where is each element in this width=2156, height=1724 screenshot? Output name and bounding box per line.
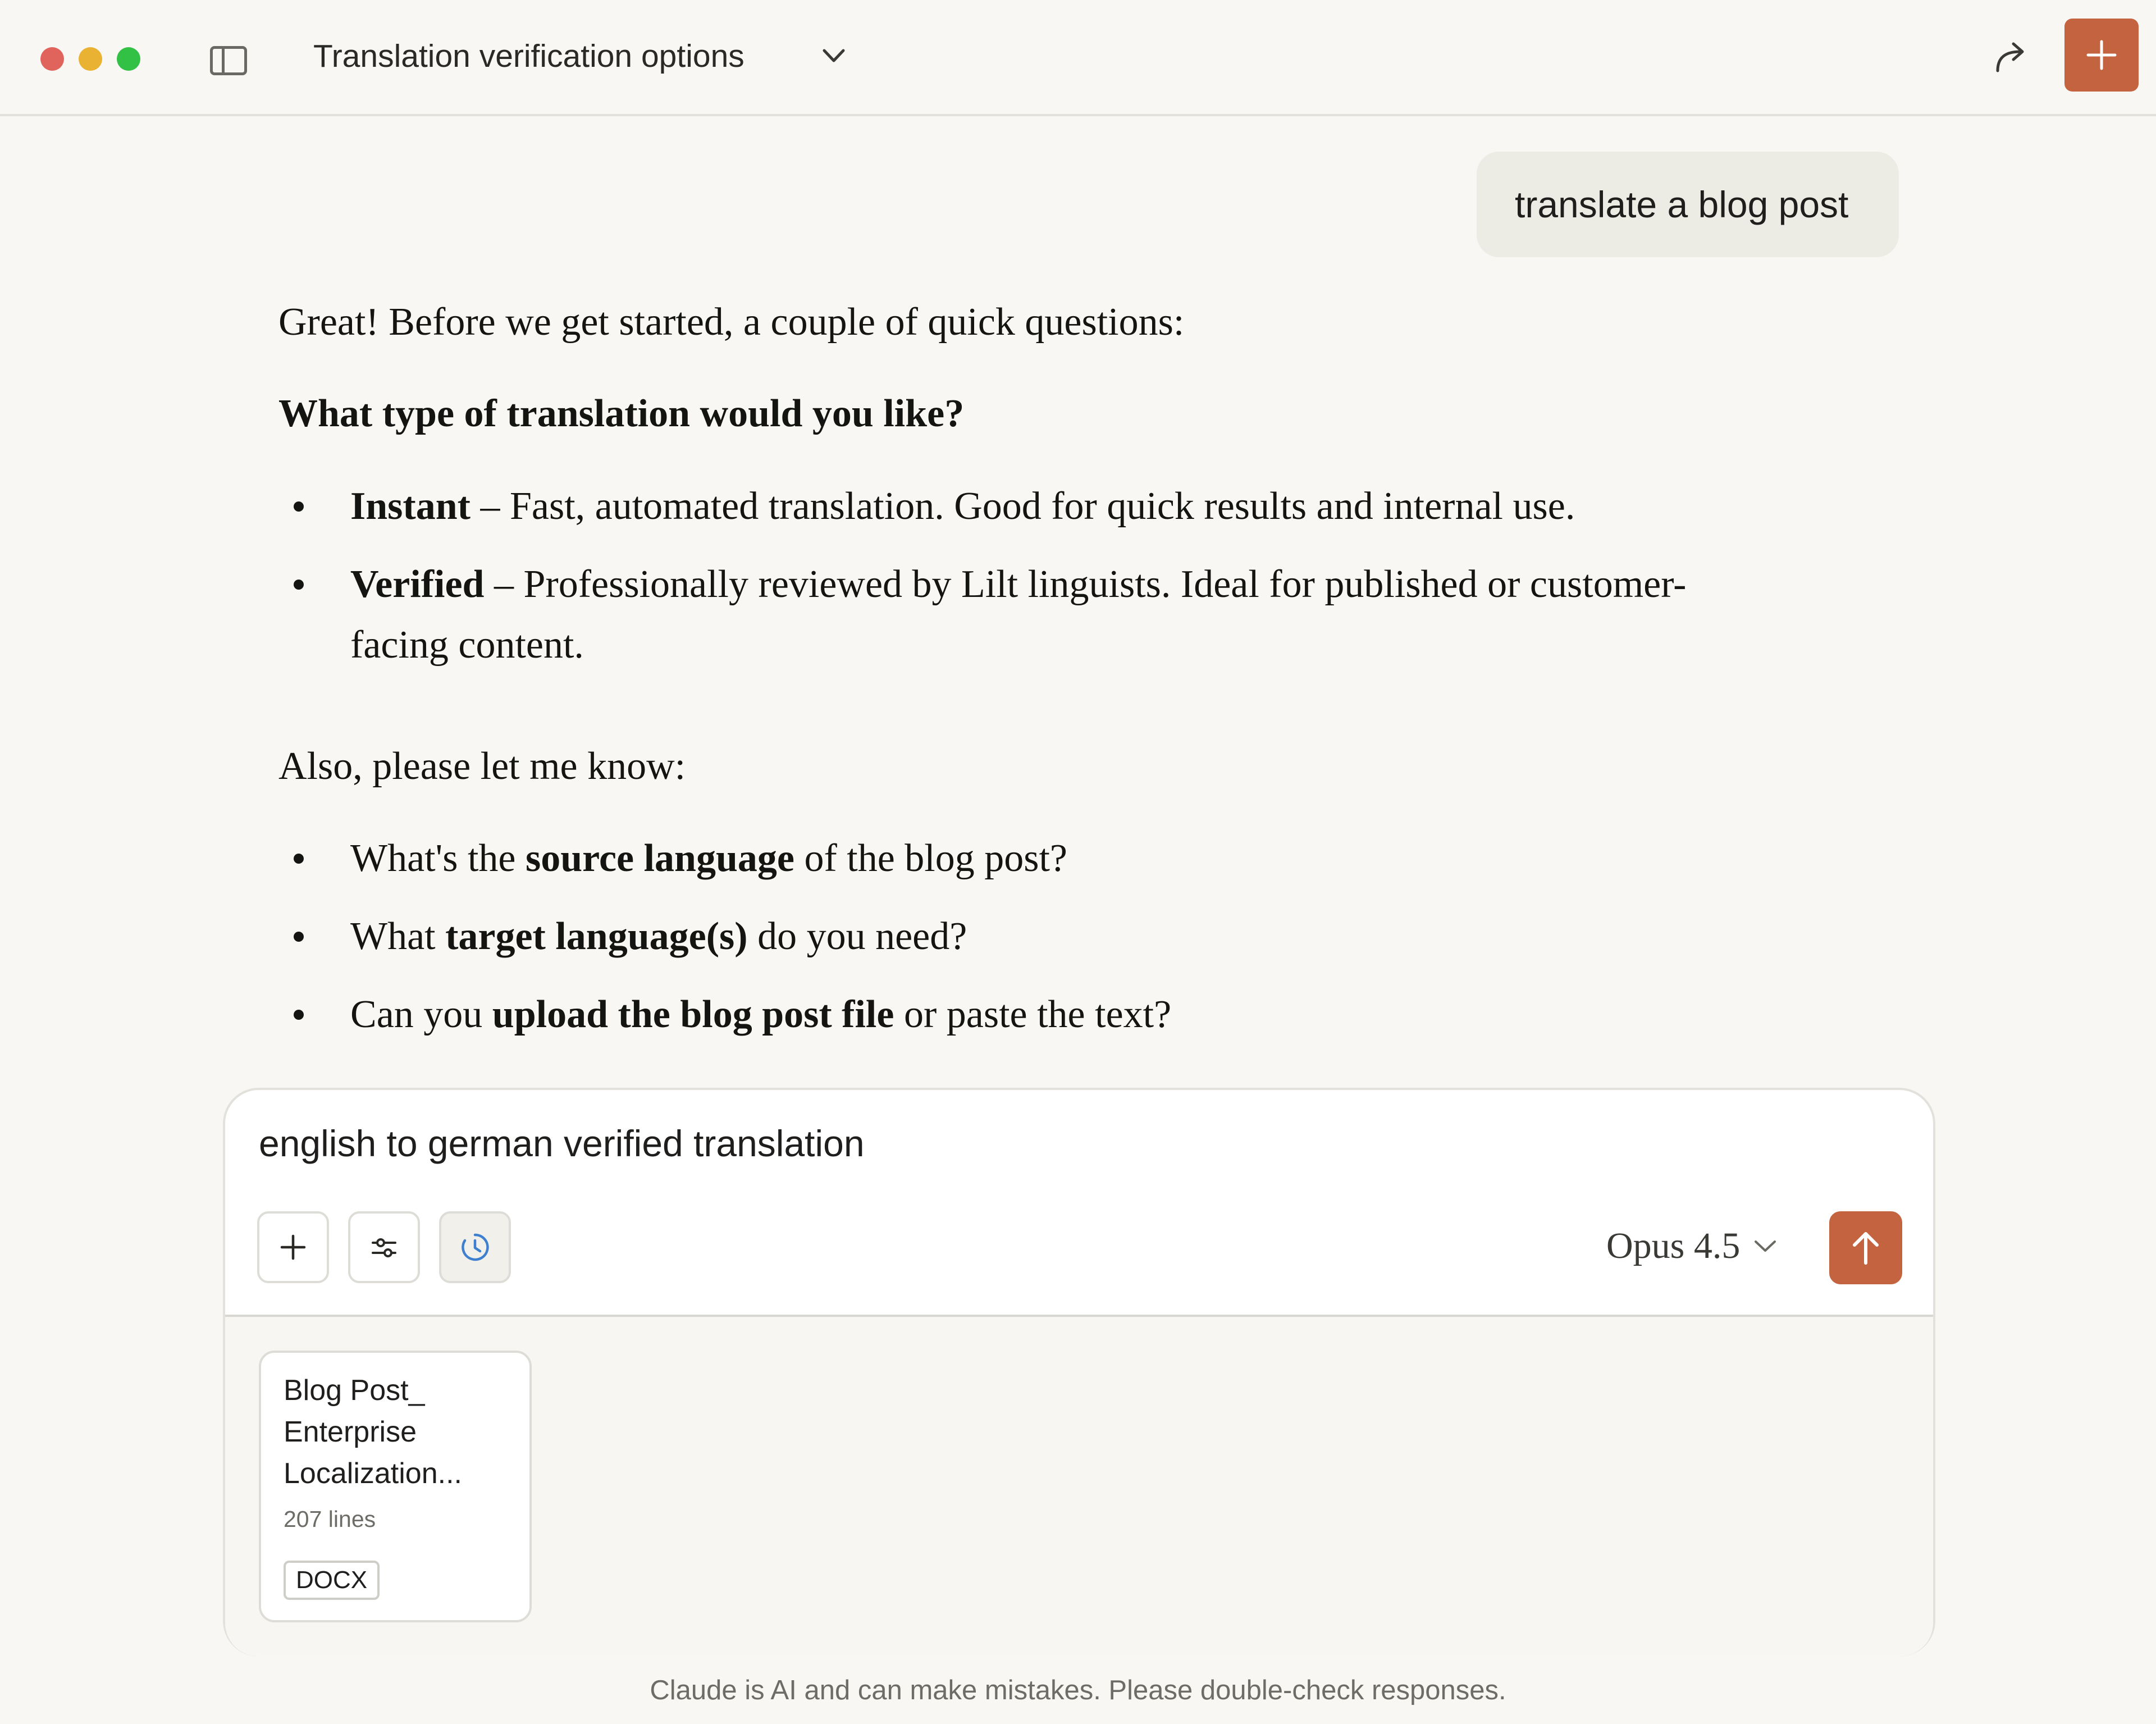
question-heading-text: What type of translation would you like?	[278, 392, 965, 435]
maximize-window-button[interactable]	[117, 47, 140, 71]
option-description-continued: facing content.	[350, 623, 584, 667]
chevron-down-icon[interactable]	[1752, 1235, 1778, 1257]
list-item	[350, 984, 1171, 1045]
tools-button[interactable]	[348, 1211, 420, 1283]
new-chat-button[interactable]	[2064, 19, 2139, 92]
send-button[interactable]	[1829, 1211, 1902, 1284]
followup-text: do you need?	[747, 915, 967, 958]
user-message-bubble	[1477, 152, 1899, 257]
list-item	[350, 554, 1686, 615]
disclaimer-text: Claude is AI and can make mistakes. Please double-check responses.	[650, 1675, 1506, 1705]
followup-text: Can you	[350, 993, 492, 1036]
followup-text: of the blog post?	[794, 837, 1068, 880]
attachment-type-badge: DOCX	[284, 1561, 380, 1600]
history-button[interactable]	[439, 1211, 511, 1283]
conversation-title[interactable]: Translation verification options	[313, 38, 744, 74]
followup-bold: source language	[525, 837, 794, 880]
attachment-card[interactable]	[259, 1351, 532, 1622]
user-message-text: translate a blog post	[1515, 184, 1849, 225]
sliders-icon	[367, 1230, 401, 1264]
attachment-name: Blog Post_ Enterprise Localization...	[284, 1374, 462, 1490]
followup-bold: target language(s)	[445, 915, 748, 958]
attachment-line-count: 207 lines	[284, 1506, 376, 1532]
assistant-question-heading	[278, 389, 964, 439]
option-description: – Professionally reviewed by Lilt linguists. Ideal for published or customer-	[484, 563, 1687, 606]
attachments-area	[225, 1317, 1933, 1657]
bullet-icon	[294, 501, 304, 512]
option-description: – Fast, automated translation. Good for quick results and internal use.	[470, 485, 1575, 528]
bullet-icon	[294, 932, 304, 942]
option-name: Verified	[350, 563, 485, 606]
assistant-intro: Great! Before we get started, a couple of quick questions:	[278, 300, 1185, 344]
followup-bold: upload the blog post file	[492, 993, 894, 1036]
minimize-window-button[interactable]	[79, 47, 102, 71]
list-item	[350, 906, 967, 967]
assistant-also-text: Also, please let me know:	[278, 745, 686, 788]
followup-text: or paste the text?	[894, 993, 1172, 1036]
plus-icon	[276, 1230, 310, 1264]
chevron-down-icon[interactable]	[820, 45, 848, 67]
model-selector[interactable]: Opus 4.5	[1606, 1225, 1741, 1266]
arrow-up-icon	[1848, 1228, 1884, 1267]
followup-text: What	[350, 915, 446, 958]
list-item	[350, 828, 1067, 889]
clock-icon	[458, 1230, 492, 1264]
sidebar-toggle-icon[interactable]	[210, 46, 247, 75]
bullet-icon	[294, 854, 304, 864]
share-arrow-icon[interactable]	[1991, 37, 2030, 76]
plus-icon	[2085, 38, 2118, 72]
message-composer	[223, 1088, 1935, 1657]
add-attachment-button[interactable]	[257, 1211, 329, 1283]
message-input[interactable]: english to german verified translation	[259, 1123, 865, 1164]
followup-text: What's the	[350, 837, 526, 880]
bullet-icon	[294, 580, 304, 590]
list-item	[350, 476, 1575, 537]
option-name: Instant	[350, 485, 471, 528]
close-window-button[interactable]	[40, 47, 64, 71]
title-bar	[0, 0, 2156, 116]
bullet-icon	[294, 1010, 304, 1020]
